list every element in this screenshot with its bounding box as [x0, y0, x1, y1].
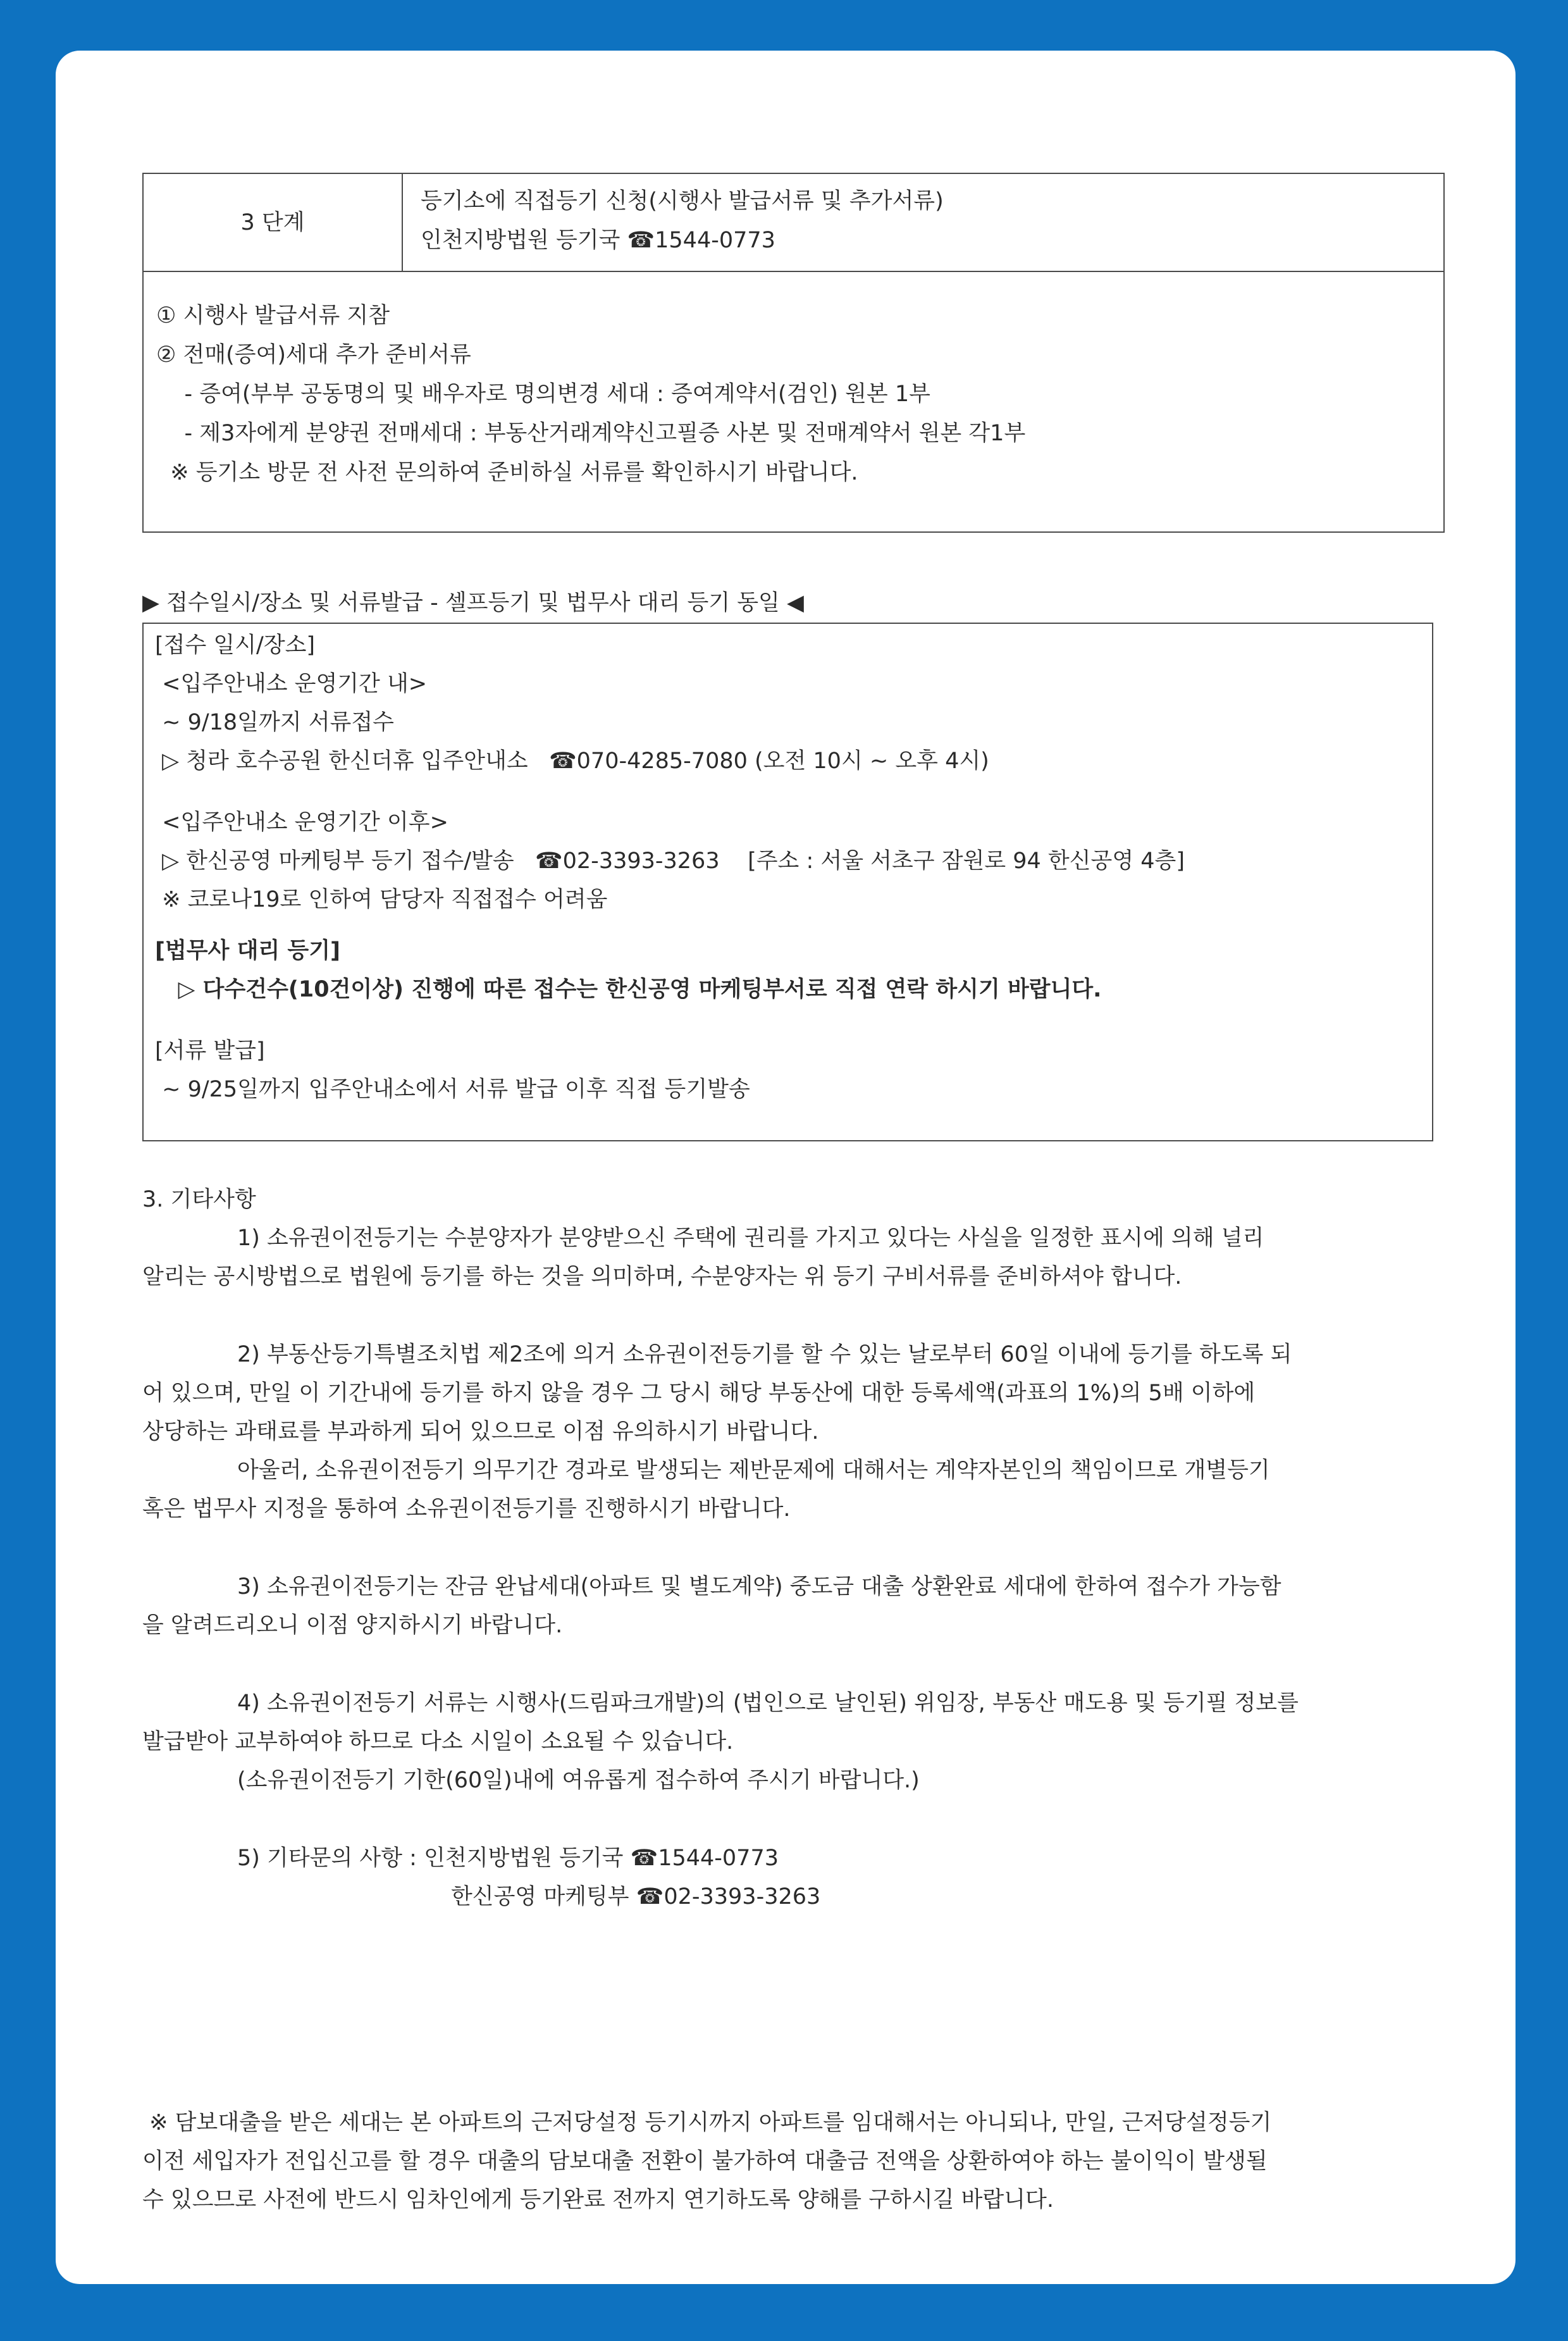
reception-line: <입주안내소 운영기간 내>	[155, 671, 428, 697]
footnote-line: 이전 세입자가 전입신고를 할 경우 대출의 담보대출 전환이 불가하여 대출금 전액을 상환하여야 하는 불이익이 발생될	[142, 2149, 1268, 2174]
para-line: (소유권이전등기 기한(60일)내에 여유롭게 접수하여 주시기 바랍니다.)	[237, 1768, 920, 1793]
step-item: - 증여(부부 공동명의 및 배우자로 명의변경 세대 : 증여계약서(검인) 원본 1부	[156, 382, 930, 407]
misc-paragraph-2	[142, 1336, 1452, 1529]
spacer	[155, 1009, 1432, 1032]
step-item: - 제3자에게 분양권 전매세대 : 부동산거래계약신고필증 사본 및 전매계약서 원본 각1부	[156, 421, 1026, 446]
para-line: 을 알려드리오니 이점 양지하시기 바랍니다.	[142, 1613, 563, 1638]
misc-title: 3. 기타사항	[142, 1187, 256, 1212]
para-line: 아울러, 소유권이전등기 의무기간 경과로 발생되는 제반문제에 대해서는 계약자본인의 책임이므로 개별등기	[237, 1458, 1270, 1483]
para-line: 혹은 법무사 지정을 통하여 소유권이전등기를 진행하시기 바랍니다.	[142, 1496, 791, 1522]
section-title: [법무사 대리 등기]	[155, 938, 341, 964]
misc-paragraph-4	[142, 1684, 1452, 1800]
reception-line: ~ 9/25일까지 입주안내소에서 서류 발급 이후 직접 등기발송	[155, 1077, 750, 1102]
misc-paragraph-3	[142, 1568, 1452, 1645]
step-item: ② 전매(증여)세대 추가 준비서류	[156, 342, 471, 368]
step-header-row	[144, 174, 1443, 272]
reception-heading: ▶ 접수일시/장소 및 서류발급 - 셀프등기 및 법무사 대리 등기 동일 ◀	[142, 590, 804, 616]
spacer	[155, 919, 1432, 932]
step-item: ① 시행사 발급서류 지참	[156, 303, 390, 328]
reception-line: ▷ 청라 호수공원 한신더휴 입주안내소 ☎070-4285-7080 (오전 10시 ~ 오후 4시)	[155, 748, 989, 774]
step-label: 3 단계	[144, 174, 403, 271]
para-line: 발급받아 교부하여야 하므로 다소 시일이 소요될 수 있습니다.	[142, 1729, 734, 1754]
document-content	[142, 173, 1509, 1956]
misc-paragraph-1	[142, 1219, 1452, 1296]
step-title-line: 등기소에 직접등기 신청(시행사 발급서류 및 추가서류)	[421, 189, 944, 214]
reception-line: ▷ 다수건수(10건이상) 진행에 따른 접수는 한신공영 마케팅부서로 직접 연락 하시기 바랍니다.	[155, 977, 1102, 1002]
section-title: [서류 발급]	[155, 1038, 265, 1064]
step-body	[144, 272, 1443, 531]
reception-line: <입주안내소 운영기간 이후>	[155, 810, 448, 835]
reception-line: ※ 코로나19로 인하여 담당자 직접접수 어려움	[155, 887, 608, 912]
spacer	[155, 781, 1432, 804]
para-line: 알리는 공시방법으로 법원에 등기를 하는 것을 의미하며, 수분양자는 위 등기 구비서류를 준비하셔야 합니다.	[142, 1264, 1182, 1289]
para-line: 2) 부동산등기특별조치법 제2조에 의거 소유권이전등기를 할 수 있는 날로부터 60일 이내에 등기를 하도록 되	[237, 1342, 1292, 1367]
document-page	[56, 51, 1516, 2284]
para-line: 1) 소유권이전등기는 수분양자가 분양받으신 주택에 권리를 가지고 있다는 사실을 일정한 표시에 의해 널리	[237, 1226, 1264, 1251]
footnote-line: ※ 담보대출을 받은 세대는 본 아파트의 근저당설정 등기시까지 아파트를 임대해서는 아니되나, 만일, 근저당설정등기	[142, 2110, 1272, 2135]
step-item: ※ 등기소 방문 전 사전 문의하여 준비하실 서류를 확인하시기 바랍니다.	[156, 460, 858, 485]
reception-line: ▷ 한신공영 마케팅부 등기 접수/발송 ☎02-3393-3263 [주소 : 서울 서초구 잠원로 94 한신공영 4층]	[155, 848, 1185, 874]
para-line: 4) 소유권이전등기 서류는 시행사(드림파크개발)의 (법인으로 날인된) 위임장, 부동산 매도용 및 등기필 정보를	[237, 1691, 1299, 1716]
footnote	[142, 2104, 1511, 2220]
reception-box	[142, 623, 1433, 1141]
para-line: 상당하는 과태료를 부과하게 되어 있으므로 이점 유의하시기 바랍니다.	[142, 1419, 819, 1444]
para-line: 5) 기타문의 사항 : 인천지방법원 등기국 ☎1544-0773	[237, 1846, 779, 1871]
para-line: 3) 소유권이전등기는 잔금 완납세대(아파트 및 별도계약) 중도금 대출 상환완료 세대에 한하여 접수가 가능함	[237, 1574, 1281, 1599]
misc-paragraph-5	[142, 1839, 1452, 1916]
para-line: 한신공영 마케팅부 ☎02-3393-3263	[451, 1884, 821, 1909]
step-table	[142, 173, 1445, 533]
footnote-line: 수 있으므로 사전에 반드시 임차인에게 등기완료 전까지 연기하도록 양해를 구하시길 바랍니다.	[142, 2187, 1054, 2213]
step-title	[403, 174, 944, 271]
para-line: 어 있으며, 만일 이 기간내에 등기를 하지 않을 경우 그 당시 해당 부동산에 대한 등록세액(과표의 1%)의 5배 이하에	[142, 1381, 1256, 1406]
section-title: [접수 일시/장소]	[155, 633, 316, 658]
misc-section	[142, 1181, 1452, 1916]
step-title-line: 인천지방법원 등기국 ☎1544-0773	[421, 228, 775, 253]
reception-line: ~ 9/18일까지 서류접수	[155, 710, 394, 735]
